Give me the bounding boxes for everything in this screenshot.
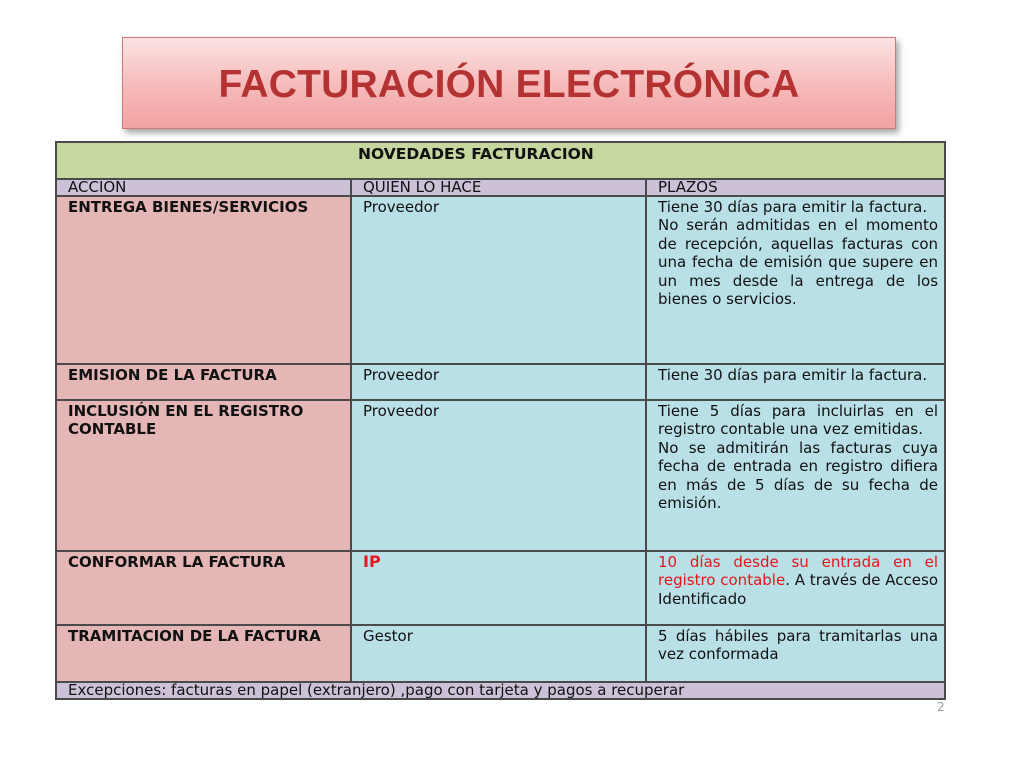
plazo-cell <box>646 400 945 551</box>
quien-cell: Proveedor <box>351 196 646 364</box>
table-row <box>56 364 945 400</box>
accion-cell: CONFORMAR LA FACTURA <box>56 551 351 625</box>
quien-cell: Gestor <box>351 625 646 682</box>
title-box <box>122 37 896 129</box>
quien-cell: Proveedor <box>351 400 646 551</box>
table-row <box>56 551 945 625</box>
column-header-row <box>56 179 945 196</box>
plazo-cell <box>646 196 945 364</box>
page-title: FACTURACIÓN ELECTRÓNICA <box>218 63 800 106</box>
plazo-cell <box>646 551 945 625</box>
plazo-text: Tiene 5 días para incluirlas en el registro contable una vez emitidas. <box>658 402 939 439</box>
table-row <box>56 625 945 682</box>
table-footer: Excepciones: facturas en papel (extranjero) ,pago con tarjeta y pagos a recuperar <box>56 682 945 699</box>
column-header-plazos: PLAZOS <box>646 179 945 196</box>
plazo-cell: Tiene 30 días para emitir la factura. <box>646 364 945 400</box>
accion-cell: INCLUSIÓN EN EL REGISTRO CONTABLE <box>56 400 351 551</box>
table-heading-cell <box>56 142 945 179</box>
plazo-text: Tiene 30 días para emitir la factura. <box>658 198 928 216</box>
column-header-accion: ACCION <box>56 179 351 196</box>
plazo-extra-text: No serán admitidas en el momento de recepción, aquellas facturas con una fecha de emisión que supere en un mes desde la entrega de los bienes o servicios. <box>658 216 939 309</box>
accion-cell: ENTREGA BIENES/SERVICIOS <box>56 196 351 364</box>
quien-cell: Proveedor <box>351 364 646 400</box>
table-footer-row <box>56 682 945 699</box>
accion-cell: TRAMITACION DE LA FACTURA <box>56 625 351 682</box>
plazo-text: . A través de Acceso Identificado <box>658 571 939 608</box>
plazo-extra-text: No se admitirán las facturas cuya fecha de entrada en registro difiera en más de 5 días de su fecha de emisión. <box>658 438 939 513</box>
quien-cell-highlight: IP <box>351 551 646 625</box>
plazo-cell: 5 días hábiles para tramitarlas una vez conformada <box>646 625 945 682</box>
table-heading-row <box>56 142 945 179</box>
accion-cell: EMISION DE LA FACTURA <box>56 364 351 400</box>
plazo-highlight-text: 10 días desde su entrada en el registro contable <box>658 553 939 590</box>
page-number: 2 <box>937 700 945 714</box>
table-row <box>56 400 945 551</box>
novedades-table <box>55 141 946 700</box>
table-row <box>56 196 945 364</box>
table-heading: NOVEDADES FACTURACION <box>358 145 594 163</box>
column-header-quien: QUIEN LO HACE <box>351 179 646 196</box>
